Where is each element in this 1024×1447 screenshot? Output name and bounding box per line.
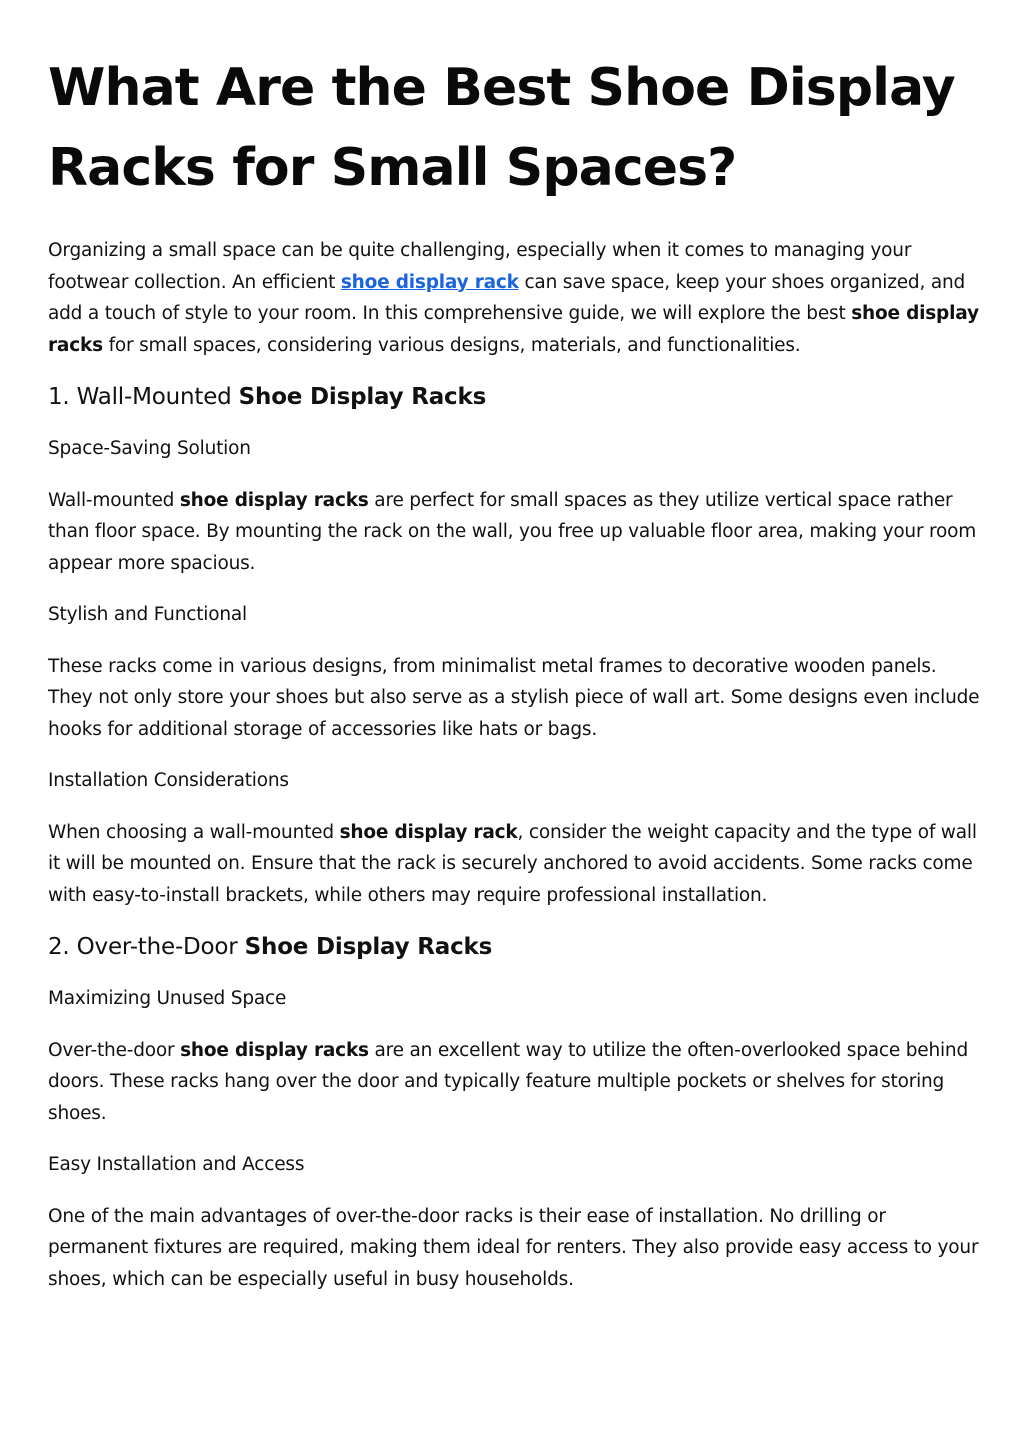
paragraph-bold: shoe display rack bbox=[339, 821, 518, 843]
subheading-stylish: Stylish and Functional bbox=[48, 604, 247, 625]
paragraph-bold: shoe display racks bbox=[179, 489, 369, 511]
paragraph-text: are perfect for small spaces as they utilize vertical space rather than floor space. By mounting the rack on the wall, you free up valuable floor area, making your room appear more spacious. bbox=[48, 489, 977, 574]
paragraph-bold: shoe display racks bbox=[180, 1039, 369, 1061]
intro-text-1: Organizing a small space can be quite challenging, especially when it comes to managing your footwear collection. An efficient bbox=[48, 240, 912, 293]
section-heading-bold: Shoe Display Racks bbox=[244, 934, 493, 960]
section-heading-wall-mounted bbox=[48, 381, 983, 413]
paragraph-text: , consider the weight capacity and the type of wall it will be mounted on. Ensure that the rack is securely anchored to avoid accidents. Some racks come with easy-to-install brackets, while others may require professional installation. bbox=[48, 821, 977, 906]
section-heading-bold: Shoe Display Racks bbox=[238, 384, 487, 410]
intro-text-2: can save space, keep your shoes organized, and add a touch of style to your room. In this comprehensive guide, we will explore the best bbox=[48, 271, 966, 324]
paragraph-wall-mounted bbox=[48, 485, 983, 580]
paragraph-text: Over-the-door bbox=[48, 1039, 181, 1061]
paragraph-over-the-door bbox=[48, 1035, 983, 1130]
shoe-display-rack-link[interactable]: shoe display rack bbox=[340, 271, 519, 293]
section-heading-over-the-door bbox=[48, 931, 983, 963]
paragraph-stylish: These racks come in various designs, from minimalist metal frames to decorative wooden panels. They not only store your shoes but also serve as a stylish piece of wall art. Some designs even include hooks for additional storage of accessories like hats or bags. bbox=[48, 655, 980, 740]
paragraph-text: When choosing a wall-mounted bbox=[48, 821, 340, 843]
paragraph-text: are an excellent way to utilize the often-overlooked space behind doors. These racks hang over the door and typically feature multiple pockets or shelves for storing shoes. bbox=[48, 1039, 968, 1124]
intro-text-3: for small spaces, considering various designs, materials, and functionalities. bbox=[102, 334, 801, 356]
section-heading-prefix: 2. Over-the-Door bbox=[48, 934, 245, 960]
subheading-maximizing: Maximizing Unused Space bbox=[48, 988, 287, 1009]
paragraph-text: Wall-mounted bbox=[48, 489, 180, 511]
page-title: What Are the Best Shoe Display Racks for Small Spaces? bbox=[48, 58, 955, 198]
article bbox=[48, 48, 983, 1315]
subheading-easy-installation: Easy Installation and Access bbox=[48, 1154, 305, 1175]
intro-paragraph bbox=[48, 235, 983, 361]
paragraph-installation bbox=[48, 817, 983, 912]
paragraph-easy-installation: One of the main advantages of over-the-door racks is their ease of installation. No drilling or permanent fixtures are required, making them ideal for renters. They also provide easy access to your shoes, which can be especially useful in busy households. bbox=[48, 1205, 979, 1290]
subheading-installation: Installation Considerations bbox=[48, 770, 289, 791]
intro-bold: shoe display racks bbox=[48, 303, 979, 356]
subheading-space-saving: Space-Saving Solution bbox=[48, 438, 251, 459]
section-heading-prefix: 1. Wall-Mounted bbox=[48, 384, 239, 410]
